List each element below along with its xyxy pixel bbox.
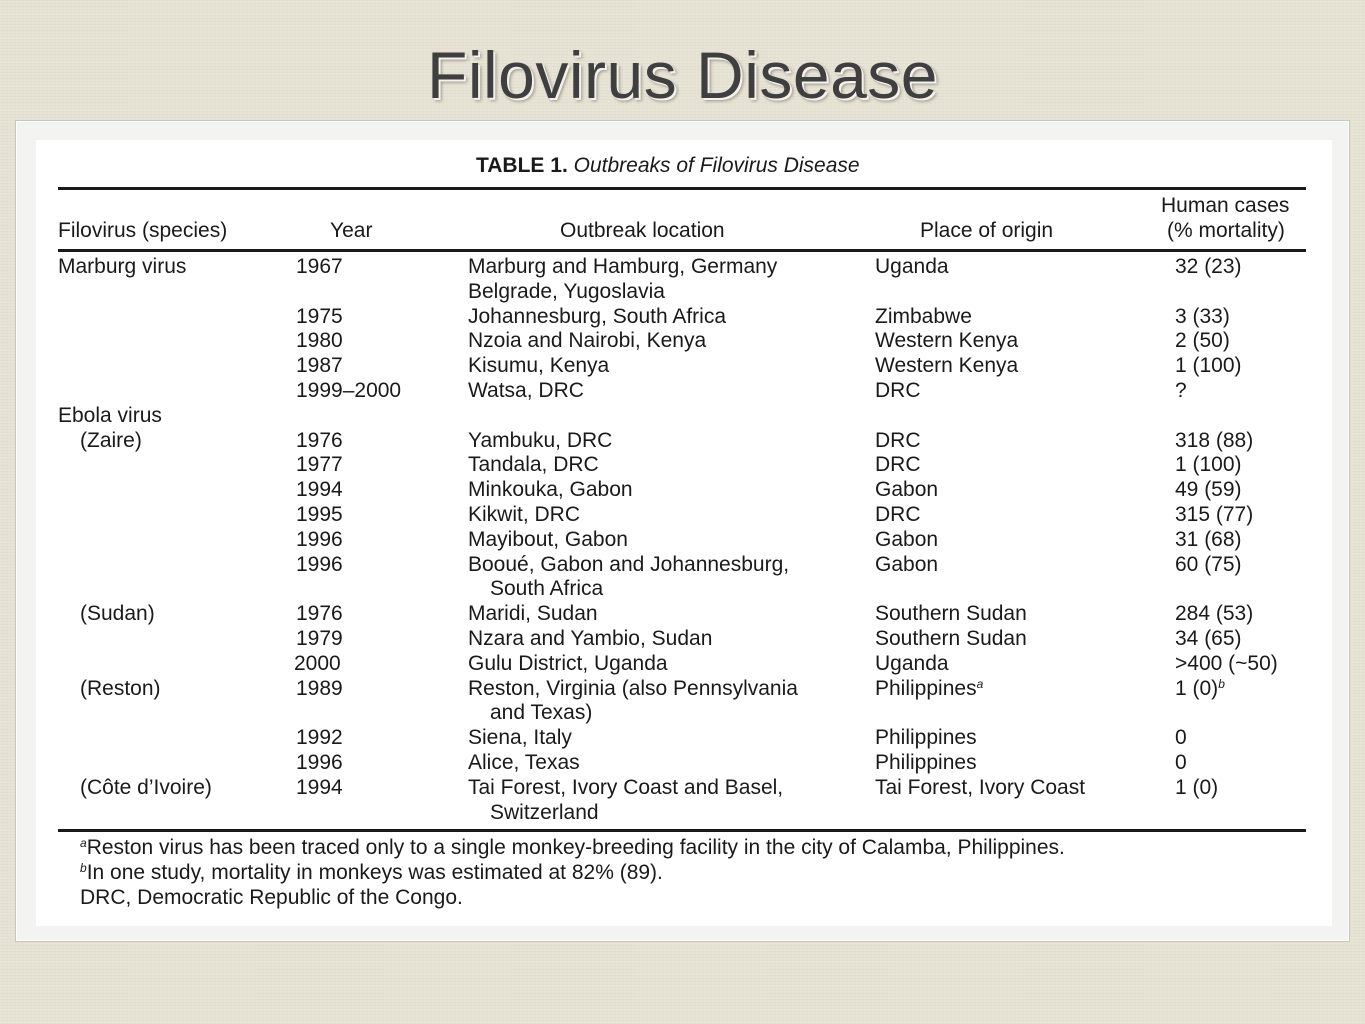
cell-cases bbox=[1175, 676, 1225, 701]
header-species: Filovirus (species) bbox=[58, 219, 228, 242]
header-origin: Place of origin bbox=[920, 219, 1054, 242]
cell-year bbox=[296, 552, 343, 577]
cell-location-text: Reston, Virginia (also Pennsylvania bbox=[468, 676, 798, 700]
cell-year bbox=[296, 353, 343, 378]
cell-subspecies-text: (Côte d’Ivoire) bbox=[80, 775, 212, 799]
cell-origin bbox=[875, 626, 1027, 651]
cell-location bbox=[468, 254, 777, 279]
cell-cases-text: 32 (23) bbox=[1175, 255, 1242, 278]
header-year: Year bbox=[330, 219, 373, 242]
cell-origin bbox=[875, 328, 1018, 353]
cell-year-text: 1994 bbox=[296, 478, 343, 502]
cell-location-text: Johannesburg, South Africa bbox=[468, 304, 727, 328]
cell-location bbox=[468, 502, 580, 527]
table-label: TABLE 1. bbox=[476, 154, 568, 177]
cell-location bbox=[468, 626, 712, 651]
cell-cases-text: 1 (100) bbox=[1175, 453, 1242, 477]
cell-location-continued bbox=[490, 576, 603, 601]
table-caption-text: Outbreaks of Filovirus Disease bbox=[573, 154, 860, 177]
header-cases-line1: Human cases bbox=[1161, 194, 1290, 217]
cell-year bbox=[296, 725, 343, 750]
cell-location-text: Nzoia and Nairobi, Kenya bbox=[468, 329, 707, 353]
cell-year-text: 2000 bbox=[294, 651, 341, 675]
rule-top bbox=[58, 187, 1306, 190]
cell-origin-text: Western Kenya bbox=[875, 354, 1019, 378]
cell-origin bbox=[875, 527, 938, 552]
cell-origin-text: Tai Forest, Ivory Coast bbox=[875, 775, 1086, 799]
cell-origin-footnote-mark: a bbox=[976, 676, 984, 691]
rule-bottom bbox=[58, 829, 1306, 832]
cell-location bbox=[468, 527, 628, 552]
cell-location-continued bbox=[490, 800, 599, 825]
cell-year-text: 1994 bbox=[296, 775, 343, 799]
cell-year bbox=[296, 676, 343, 701]
cell-year bbox=[296, 601, 343, 626]
cell-year bbox=[296, 502, 343, 527]
cell-cases bbox=[1175, 328, 1230, 353]
cell-year bbox=[294, 651, 341, 676]
cell-year bbox=[296, 527, 343, 552]
cell-cases bbox=[1175, 452, 1242, 477]
cell-origin-text: Philippines bbox=[875, 676, 977, 700]
cell-year-text: 1996 bbox=[296, 552, 343, 576]
cell-year-text: 1989 bbox=[296, 676, 343, 700]
cell-cases bbox=[1175, 626, 1242, 651]
cell-cases-text: 2 (50) bbox=[1175, 329, 1230, 353]
cell-cases bbox=[1175, 601, 1253, 626]
cell-year bbox=[296, 626, 343, 651]
cell-origin-text: Southern Sudan bbox=[875, 602, 1027, 626]
cell-location bbox=[468, 676, 798, 701]
cell-year-text: 1976 bbox=[296, 602, 343, 626]
cell-location bbox=[468, 775, 783, 800]
cell-location-text: Belgrade, Yugoslavia bbox=[468, 279, 665, 303]
cell-location bbox=[468, 750, 580, 775]
cell-origin-text: DRC bbox=[875, 379, 921, 402]
cell-location-continued-text: Switzerland bbox=[490, 800, 599, 824]
cell-year-text: 1977 bbox=[296, 453, 343, 477]
cell-origin-text: Uganda bbox=[875, 651, 949, 675]
cell-cases-text: 3 (33) bbox=[1175, 304, 1230, 328]
cell-cases bbox=[1175, 428, 1253, 453]
cell-cases bbox=[1175, 775, 1218, 800]
cell-species bbox=[58, 254, 186, 279]
header-location: Outbreak location bbox=[560, 219, 725, 242]
cell-origin bbox=[875, 651, 949, 676]
cell-cases bbox=[1175, 552, 1242, 577]
cell-year-text: 1995 bbox=[296, 503, 343, 526]
cell-year bbox=[296, 328, 343, 353]
cell-location bbox=[468, 304, 726, 329]
footnote-a-mark: a bbox=[80, 836, 87, 850]
cell-year bbox=[296, 775, 343, 800]
cell-cases bbox=[1175, 502, 1253, 527]
table-caption bbox=[476, 154, 860, 178]
cell-cases-text: 1 (0) bbox=[1175, 775, 1219, 799]
cell-origin-text: Uganda bbox=[875, 255, 949, 278]
cell-origin bbox=[875, 254, 949, 279]
cell-origin bbox=[875, 552, 938, 577]
cell-subspecies bbox=[80, 428, 142, 453]
header-cases-line2: (% mortality) bbox=[1167, 219, 1285, 242]
cell-cases-text: 284 (53) bbox=[1175, 602, 1254, 626]
cell-subspecies bbox=[80, 775, 212, 800]
cell-origin-text: Gabon bbox=[875, 527, 939, 551]
cell-origin bbox=[875, 676, 983, 701]
cell-origin-text: DRC bbox=[875, 428, 921, 452]
cell-subspecies-text: (Reston) bbox=[80, 676, 161, 700]
cell-cases-text: 34 (65) bbox=[1175, 627, 1242, 650]
cell-year-text: 1980 bbox=[296, 329, 343, 353]
cell-location-text: Maridi, Sudan bbox=[468, 602, 598, 626]
cell-location-text: Watsa, DRC bbox=[468, 379, 584, 402]
cell-year-text: 1996 bbox=[296, 527, 343, 551]
cell-location bbox=[468, 725, 572, 750]
footnote-a-text: Reston virus has been traced only to a single monkey-breeding facility in the city of Calamba, Philippines. bbox=[86, 836, 1065, 859]
cell-origin-text: Western Kenya bbox=[875, 329, 1019, 353]
cell-subspecies-text: (Zaire) bbox=[80, 428, 142, 452]
cell-location-text: Alice, Texas bbox=[468, 751, 580, 774]
footnote-drc: DRC, Democratic Republic of the Congo. bbox=[80, 886, 463, 909]
cell-cases-text: ? bbox=[1175, 379, 1187, 402]
cell-location bbox=[468, 279, 665, 304]
cell-location-text: Mayibout, Gabon bbox=[468, 527, 628, 551]
cell-cases-text: 60 (75) bbox=[1175, 552, 1242, 576]
cell-subspecies-text: (Sudan) bbox=[80, 602, 155, 626]
cell-location-text: Kikwit, DRC bbox=[468, 503, 581, 526]
cell-cases bbox=[1175, 651, 1278, 676]
cell-cases bbox=[1175, 254, 1242, 279]
cell-location bbox=[468, 353, 609, 378]
cell-cases-text: 0 bbox=[1175, 726, 1187, 750]
cell-origin-text: Philippines bbox=[875, 751, 977, 774]
cell-location bbox=[468, 328, 706, 353]
cell-year-text: 1967 bbox=[296, 255, 343, 278]
cell-location-text: Tandala, DRC bbox=[468, 453, 599, 477]
cell-origin bbox=[875, 304, 972, 329]
cell-location bbox=[468, 428, 612, 453]
cell-cases-text: 1 (0) bbox=[1175, 676, 1219, 700]
cell-location-text: Gulu District, Uganda bbox=[468, 651, 668, 675]
cell-location-text: Minkouka, Gabon bbox=[468, 478, 633, 502]
cell-year bbox=[296, 452, 343, 477]
cell-year-text: 1999–2000 bbox=[296, 379, 402, 402]
cell-cases bbox=[1175, 750, 1187, 775]
footnote-a bbox=[80, 835, 1065, 860]
cell-cases-text: 318 (88) bbox=[1175, 428, 1254, 452]
cell-cases bbox=[1175, 527, 1242, 552]
cell-location-continued-text: and Texas) bbox=[490, 701, 593, 725]
cell-year-text: 1975 bbox=[296, 304, 343, 328]
cell-location bbox=[468, 378, 584, 403]
cell-cases bbox=[1175, 304, 1230, 329]
cell-location-text: Booué, Gabon and Johannesburg, bbox=[468, 552, 790, 576]
cell-origin bbox=[875, 477, 938, 502]
cell-origin-text: Gabon bbox=[875, 552, 939, 576]
cell-year bbox=[296, 304, 343, 329]
cell-species-text: Marburg virus bbox=[58, 255, 187, 278]
cell-location-text: Kisumu, Kenya bbox=[468, 354, 610, 378]
footnote-b-mark: b bbox=[80, 861, 87, 875]
cell-origin-text: DRC bbox=[875, 503, 921, 526]
cell-origin-text: Gabon bbox=[875, 478, 939, 502]
cell-origin bbox=[875, 378, 921, 403]
cell-cases-text: 1 (100) bbox=[1175, 354, 1242, 378]
cell-cases-text: >400 (~50) bbox=[1175, 651, 1278, 675]
cell-cases-footnote-mark: b bbox=[1218, 676, 1225, 691]
cell-year-text: 1979 bbox=[296, 627, 343, 650]
cell-year bbox=[296, 477, 343, 502]
cell-origin bbox=[875, 452, 921, 477]
footnote-b-text: In one study, mortality in monkeys was estimated at 82% (89). bbox=[86, 861, 663, 884]
cell-origin-text: Zimbabwe bbox=[875, 304, 972, 328]
cell-location bbox=[468, 477, 633, 502]
cell-origin-text: Southern Sudan bbox=[875, 627, 1027, 650]
cell-subspecies bbox=[80, 676, 161, 701]
cell-year bbox=[296, 254, 343, 279]
cell-location bbox=[468, 452, 599, 477]
cell-cases-text: 31 (68) bbox=[1175, 527, 1242, 551]
cell-year bbox=[296, 378, 401, 403]
cell-cases bbox=[1175, 725, 1187, 750]
cell-year-text: 1987 bbox=[296, 354, 343, 378]
cell-subspecies bbox=[80, 601, 155, 626]
cell-origin-text: Philippines bbox=[875, 726, 977, 750]
cell-cases-text: 0 bbox=[1175, 751, 1187, 774]
cell-origin bbox=[875, 353, 1018, 378]
cell-cases-text: 315 (77) bbox=[1175, 503, 1254, 526]
cell-location-text: Marburg and Hamburg, Germany bbox=[468, 255, 778, 278]
cell-cases-text: 49 (59) bbox=[1175, 478, 1242, 502]
footnote-b bbox=[80, 860, 663, 885]
cell-location-text: Siena, Italy bbox=[468, 726, 572, 750]
cell-location-text: Nzara and Yambio, Sudan bbox=[468, 627, 713, 650]
cell-location-continued bbox=[490, 700, 592, 725]
cell-cases bbox=[1175, 477, 1242, 502]
cell-year bbox=[296, 428, 343, 453]
cell-origin bbox=[875, 601, 1027, 626]
cell-cases bbox=[1175, 378, 1187, 403]
cell-origin bbox=[875, 502, 921, 527]
cell-origin bbox=[875, 428, 921, 453]
cell-species bbox=[58, 403, 162, 428]
cell-year-text: 1992 bbox=[296, 726, 343, 750]
slide-title: Filovirus Disease bbox=[427, 38, 938, 112]
rule-header bbox=[58, 249, 1306, 252]
cell-location-continued-text: South Africa bbox=[490, 577, 604, 601]
cell-location bbox=[468, 601, 598, 626]
cell-location bbox=[468, 552, 789, 577]
cell-year bbox=[296, 750, 343, 775]
cell-origin-text: DRC bbox=[875, 453, 921, 477]
cell-location-text: Yambuku, DRC bbox=[468, 428, 613, 452]
cell-cases bbox=[1175, 353, 1242, 378]
cell-location bbox=[468, 651, 668, 676]
cell-species-text: Ebola virus bbox=[58, 403, 162, 427]
cell-year-text: 1976 bbox=[296, 428, 343, 452]
cell-origin bbox=[875, 775, 1085, 800]
cell-origin bbox=[875, 725, 977, 750]
cell-location-text: Tai Forest, Ivory Coast and Basel, bbox=[468, 775, 784, 799]
cell-origin bbox=[875, 750, 977, 775]
cell-year-text: 1996 bbox=[296, 751, 343, 774]
